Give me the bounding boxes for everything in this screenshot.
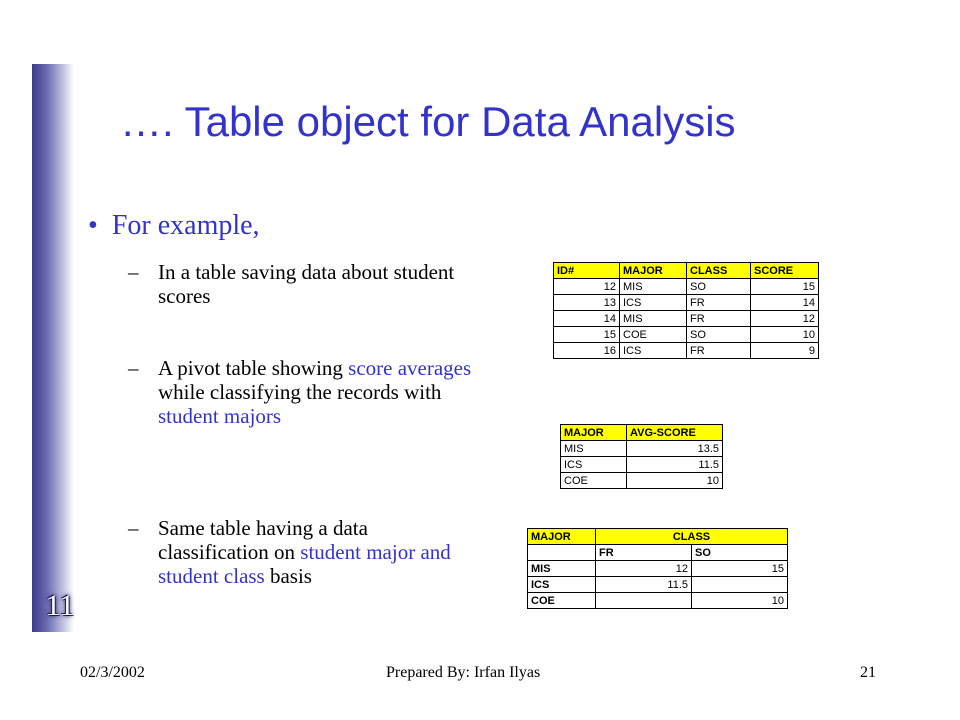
- table-cell: ICS: [561, 457, 627, 473]
- table-cell: ICS: [620, 343, 687, 359]
- major-class-pivot-table: [527, 528, 788, 609]
- table-row: [528, 561, 788, 577]
- table-cell: 13.5: [627, 441, 723, 457]
- table-header-cell: ID#: [554, 263, 620, 279]
- table-row: [528, 577, 788, 593]
- footer-page-number: 21: [860, 664, 876, 681]
- slide-side-bar: [32, 64, 74, 632]
- table-row: [561, 457, 723, 473]
- sub2-part-c: while classifying the records with: [158, 380, 442, 404]
- sub-bullet-1-text: In a table saving data about student scores: [158, 260, 455, 308]
- table-row: [554, 343, 819, 359]
- table-header-row: [561, 425, 723, 441]
- scores-table: [553, 262, 819, 359]
- table-cell: 11.5: [627, 457, 723, 473]
- main-bullet: [88, 210, 260, 242]
- table-cell: [528, 545, 596, 561]
- sub2-part-a: A pivot table showing: [158, 356, 349, 380]
- table-header-cell: MAJOR: [528, 529, 596, 545]
- dash-icon: –: [128, 356, 139, 380]
- slide-title: …. Table object for Data Analysis: [120, 98, 736, 145]
- table-header-row: [528, 529, 788, 545]
- table-row: [554, 279, 819, 295]
- table-cell: 12: [554, 279, 620, 295]
- table-row: [528, 593, 788, 609]
- table-cell: [692, 577, 788, 593]
- table-cell: SO: [687, 327, 751, 343]
- table-cell: FR: [687, 295, 751, 311]
- table-cell: 14: [554, 311, 620, 327]
- table-row: [554, 311, 819, 327]
- table-cell: FR: [687, 311, 751, 327]
- table-cell: COE: [528, 593, 596, 609]
- slide-number-badge: 11: [45, 589, 75, 622]
- table-header-cell: SCORE: [751, 263, 819, 279]
- sub-bullet-2-text: [158, 356, 478, 428]
- table-cell: 9: [751, 343, 819, 359]
- table-header-row: [554, 263, 819, 279]
- table-subheader-cell: FR: [596, 545, 692, 561]
- table-cell: ICS: [528, 577, 596, 593]
- main-bullet-text: For example,: [111, 210, 260, 241]
- table-subheader-row: [528, 545, 788, 561]
- dash-icon: –: [128, 260, 139, 284]
- table-cell: 16: [554, 343, 620, 359]
- footer-date: 02/3/2002: [80, 664, 145, 681]
- table-header-cell: CLASS: [687, 263, 751, 279]
- table-cell: 10: [751, 327, 819, 343]
- table-cell: COE: [561, 473, 627, 489]
- sub3-part-a: Same table having a data classification on: [158, 516, 368, 564]
- table-cell: 10: [692, 593, 788, 609]
- table-cell: MIS: [620, 279, 687, 295]
- table-cell: [596, 593, 692, 609]
- sub3-highlight: student major and student class: [158, 540, 451, 588]
- table-row: [561, 473, 723, 489]
- table-cell: FR: [687, 343, 751, 359]
- table-cell: 15: [751, 279, 819, 295]
- sub2-highlight-student-majors: student majors: [158, 404, 282, 428]
- table-header-cell: MAJOR: [561, 425, 627, 441]
- table-cell: 14: [751, 295, 819, 311]
- table-cell: 13: [554, 295, 620, 311]
- table-cell: 15: [554, 327, 620, 343]
- table-cell: COE: [620, 327, 687, 343]
- table-cell: MIS: [620, 311, 687, 327]
- table-cell: 12: [751, 311, 819, 327]
- sub2-highlight-score-averages: score averages: [348, 356, 472, 380]
- footer-author: Prepared By: Irfan Ilyas: [386, 664, 541, 681]
- table-header-cell: MAJOR: [620, 263, 687, 279]
- bullet-dot-icon: •: [88, 210, 98, 241]
- table-row: [561, 441, 723, 457]
- table-cell: 10: [627, 473, 723, 489]
- table-header-cell: CLASS: [596, 529, 788, 545]
- avg-score-pivot-table: [560, 424, 723, 489]
- table-cell: SO: [687, 279, 751, 295]
- table-row: [554, 295, 819, 311]
- dash-icon: –: [128, 516, 139, 540]
- table-cell: MIS: [528, 561, 596, 577]
- sub-bullet-3-text: [158, 516, 478, 588]
- sub3-part-c: basis: [264, 564, 312, 588]
- table-cell: 11.5: [596, 577, 692, 593]
- table-cell: 12: [596, 561, 692, 577]
- table-cell: 15: [692, 561, 788, 577]
- table-header-cell: AVG-SCORE: [627, 425, 723, 441]
- table-cell: MIS: [561, 441, 627, 457]
- table-row: [554, 327, 819, 343]
- table-cell: ICS: [620, 295, 687, 311]
- table-subheader-cell: SO: [692, 545, 788, 561]
